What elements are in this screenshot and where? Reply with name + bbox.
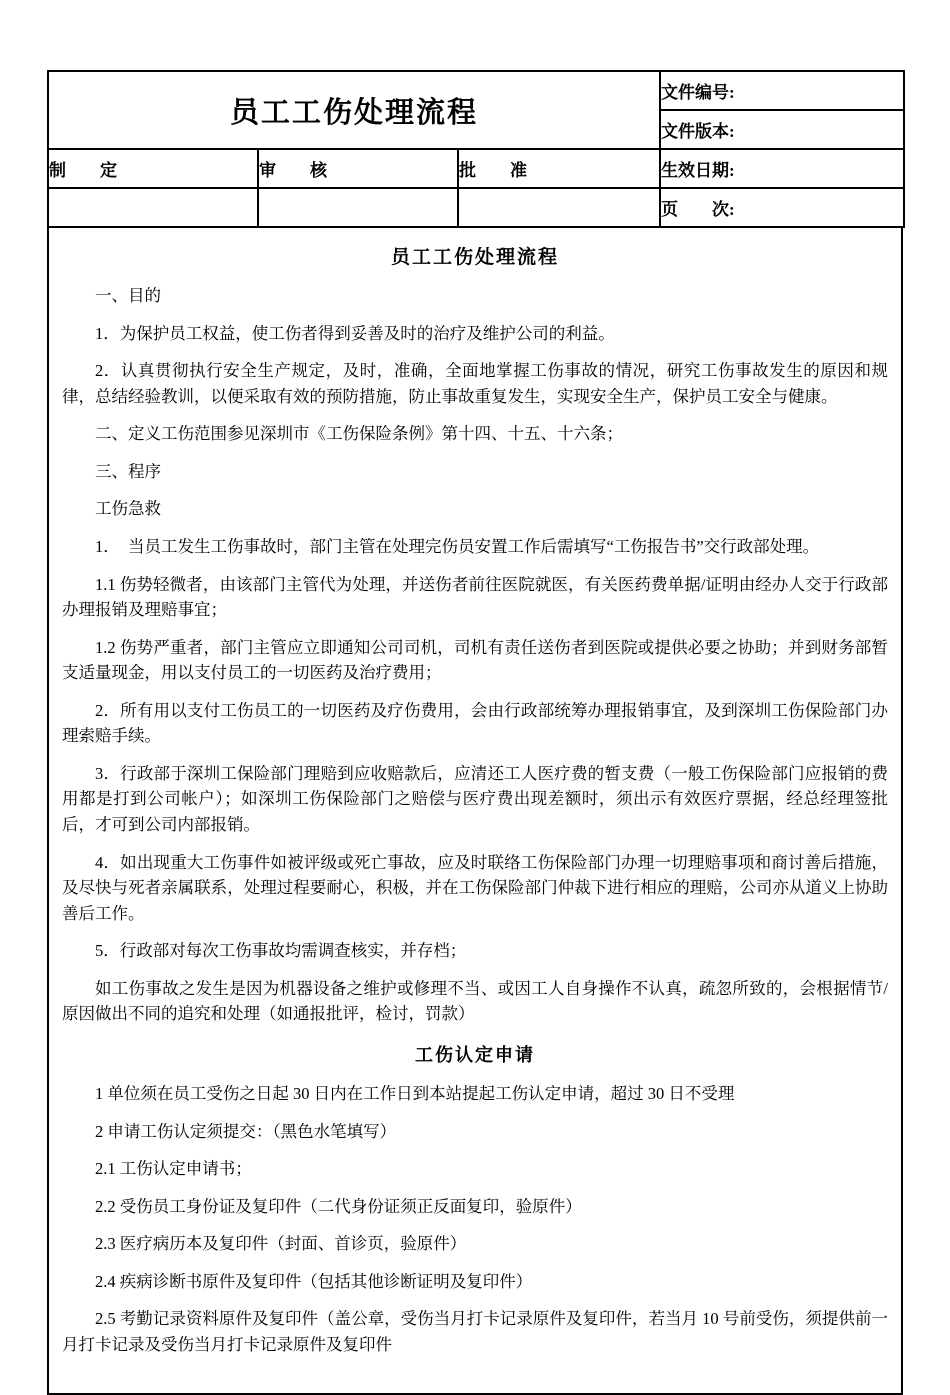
- paragraph-definition: 二、定义工伤范围参见深圳市《工伤保险条例》第十四、十五、十六条；: [95, 424, 623, 444]
- paragraph-first-aid-heading: 工伤急救: [95, 499, 161, 519]
- paragraph-purpose-heading: 一、目的: [95, 286, 161, 305]
- paragraph-step-1: 1． 当员工发生工伤事故时，部门主管在处理完伤员安置工作后需填写“工伤报告书”交行政部处理。: [95, 536, 820, 556]
- doc-number-label: 文件编号:: [660, 71, 904, 110]
- drafted-label: 制 定: [48, 149, 258, 188]
- doc-version-label: 文件版本:: [660, 110, 904, 149]
- approved-value-cell: [458, 188, 660, 227]
- paragraph-apply-2: 2 申请工伤认定须提交：（黑色水笔填写）: [95, 1121, 397, 1141]
- paragraph-procedure-heading: 三、程序: [95, 461, 161, 481]
- paragraph-apply-2-5: 2.5 考勤记录资料原件及复印件（盖公章，受伤当月打卡记录原件及复印件，若当月 10 号前受伤，须提供前一月打卡记录及受伤当月打卡记录原件及复印件: [62, 1309, 888, 1354]
- paragraph-apply-2-4: 2.4 疾病诊断书原件及复印件（包括其他诊断证明及复印件）: [95, 1271, 533, 1291]
- paragraph-step-5: 5．行政部对每次工伤事故均需调查核实，并存档；: [95, 941, 467, 961]
- paragraph-step-2: 2．所有用以支付工伤员工的一切医药及疗伤费用，会由行政部统筹办理报销事宜，及到深圳工伤保险部门办理索赔手续。: [62, 700, 888, 746]
- paragraph-purpose-2: 2．认真贯彻执行安全生产规定，及时，准确，全面地掌握工伤事故的情况，研究工伤事故发生的原因和规律，总结经验教训，以便采取有效的预防措施，防止事故重复发生，实现安全生产，保护员工安全与健康。: [62, 361, 888, 406]
- drafted-value-cell: [48, 188, 258, 227]
- paragraph-apply-2-2: 2.2 受伤员工身份证及复印件（二代身份证须正反面复印，验原件）: [95, 1196, 582, 1216]
- page-number-label: 页 次:: [660, 188, 904, 227]
- body-heading: 员工工伤处理流程: [390, 247, 559, 268]
- paragraph-step-4: 4．如出现重大工伤事件如被评级或死亡事故，应及时联络工伤保险部门办理一切理赔事项和商讨善后措施，及尽快与死者亲属联系，处理过程要耐心，积极，并在工伤保险部门仲裁下进行相应的理赔，公司亦从道义上协助善后工作。: [62, 852, 888, 923]
- paragraph-step-1-2: 1.2 伤势严重者，部门主管应立即通知公司司机，司机有责任送伤者到医院或提供必要之协助；并到财务部暂支适量现金，用以支付员工的一切医药及治疗费用；: [62, 637, 888, 683]
- effective-date-label: 生效日期:: [660, 149, 904, 188]
- document-body: [47, 228, 903, 1395]
- paragraph-step-3: 3．行政部于深圳工保险部门理赔到应收赔款后，应清还工人医疗费的暂支费（一般工伤保险部门应报销的费用都是打到公司帐户）；如深圳工伤保险部门之赔偿与医疗费出现差额时，须出示有效医疗票据，经总经理签批后，才可到公司内部报销。: [62, 763, 888, 834]
- subheading-injury-application: 工伤认定申请: [415, 1044, 535, 1065]
- paragraph-apply-2-1: 2.1 工伤认定申请书；: [95, 1159, 252, 1179]
- paragraph-purpose-1: 1．为保护员工权益，使工伤者得到妥善及时的治疗及维护公司的利益。: [95, 323, 615, 343]
- paragraph-liability-note: 如工伤事故之发生是因为机器设备之维护或修理不当、或因工人自身操作不认真，疏忽所致的，会根据情节/原因做出不同的追究和处理（如通报批评，检讨，罚款）: [62, 978, 888, 1024]
- approved-label: 批 准: [458, 149, 660, 188]
- header-table: [47, 70, 905, 228]
- reviewed-label: 审 核: [258, 149, 458, 188]
- paragraph-apply-1: 1 单位须在员工受伤之日起 30 日内在工作日到本站提起工伤认定申请，超过 30 日不受理: [95, 1083, 735, 1103]
- paragraph-step-1-1: 1.1 伤势轻微者，由该部门主管代为处理，并送伤者前往医院就医，有关医药费单据/证明由经办人交于行政部办理报销及理赔事宜；: [62, 574, 888, 620]
- document-title: 员工工伤处理流程: [48, 71, 660, 149]
- reviewed-value-cell: [258, 188, 458, 227]
- paragraph-apply-2-3: 2.3 医疗病历本及复印件（封面、首诊页，验原件）: [95, 1234, 467, 1254]
